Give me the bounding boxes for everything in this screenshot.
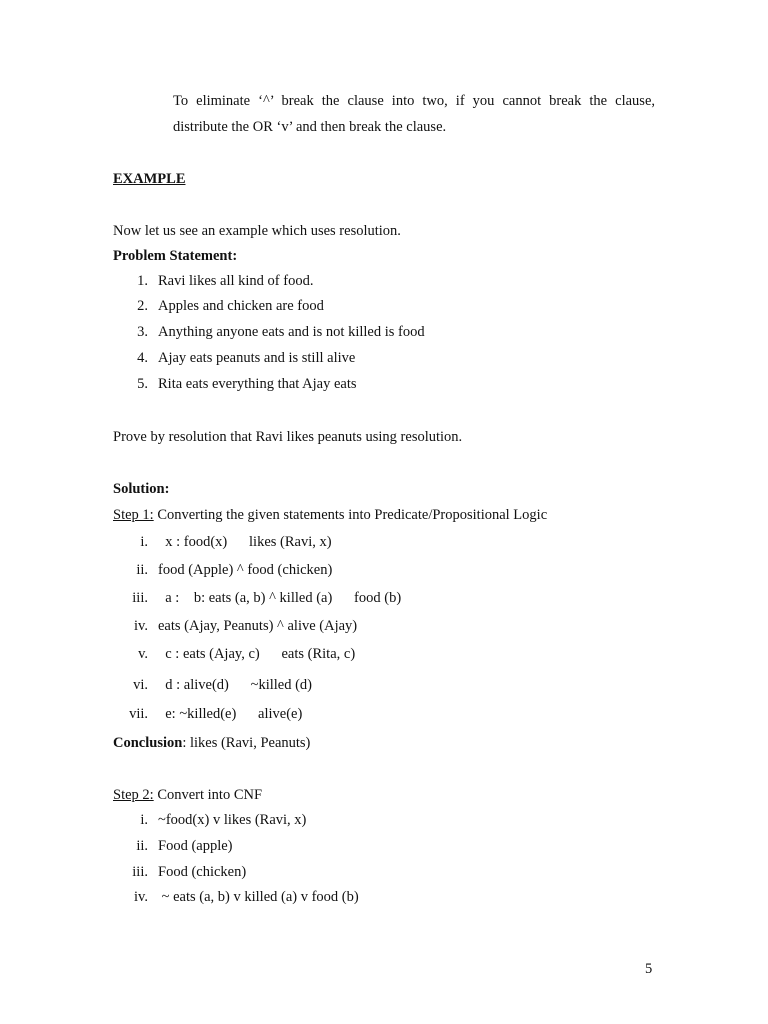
step2-item-text: Food (apple) — [158, 838, 233, 854]
conclusion-text: : likes (Ravi, Peanuts) — [182, 735, 311, 751]
problem-item-number: 1. — [137, 273, 148, 289]
problem-item-text: Anything anyone eats and is not killed is food — [158, 324, 425, 340]
step1-item — [0, 534, 768, 552]
step1-item-number: vii. — [129, 706, 148, 722]
step2-item — [0, 838, 768, 856]
step1-item-text: c : eats (Ajay, c) eats (Rita, c) — [158, 646, 356, 662]
step1-item-text: eats (Ajay, Peanuts) ^ alive (Ajay) — [158, 618, 358, 634]
step1-item-number: ii. — [136, 562, 148, 578]
step2-item-number: ii. — [136, 838, 148, 854]
problem-item — [0, 350, 768, 368]
step1-item-text: e: ~killed(e) alive(e) — [158, 706, 303, 722]
prove-statement: Prove by resolution that Ravi likes peanuts using resolution. — [113, 429, 463, 445]
step2-item — [0, 864, 768, 882]
step1-item-number: iii. — [132, 590, 148, 606]
step2-item-text: Food (chicken) — [158, 864, 247, 880]
step1-item-text: x : food(x) likes (Ravi, x) — [158, 534, 332, 550]
problem-item-text: Ajay eats peanuts and is still alive — [158, 350, 356, 366]
problem-item — [0, 324, 768, 342]
step1-item-number: vi. — [133, 677, 148, 693]
step1-item — [0, 590, 768, 608]
problem-item-text: Ravi likes all kind of food. — [158, 273, 314, 289]
step1-item-text: food (Apple) ^ food (chicken) — [158, 562, 333, 578]
page-number: 5 — [645, 961, 653, 977]
problem-item — [0, 376, 768, 394]
step1-text: Converting the given statements into Predicate/Propositional Logic — [153, 507, 548, 523]
problem-item-number: 5. — [137, 376, 148, 392]
problem-heading: Problem Statement: — [113, 248, 238, 264]
problem-item — [0, 298, 768, 316]
conclusion-line — [113, 734, 310, 752]
problem-item-text: Rita eats everything that Ajay eats — [158, 376, 357, 392]
step2-label: Step 2: — [113, 787, 154, 803]
step1-item-number: iv. — [134, 618, 148, 634]
problem-item — [0, 273, 768, 291]
intro-line-2: distribute the OR ‘v’ and then break the clause. — [173, 119, 447, 135]
step2-item-number: i. — [140, 812, 148, 828]
problem-item-number: 3. — [137, 324, 148, 340]
step1-item-number: i. — [140, 534, 148, 550]
step2-text: Convert into CNF — [153, 787, 263, 803]
step1-item-text: d : alive(d) ~killed (d) — [158, 677, 313, 693]
step1-item-text: a : b: eats (a, b) ^ killed (a) food (b) — [158, 590, 402, 606]
step2-item-number: iv. — [134, 889, 148, 905]
conclusion-label: Conclusion — [113, 735, 183, 751]
problem-item-text: Apples and chicken are food — [158, 298, 324, 314]
step2-item — [0, 889, 768, 907]
step1-item — [0, 677, 768, 695]
step2-item-number: iii. — [132, 864, 148, 880]
problem-item-number: 2. — [137, 298, 148, 314]
example-intro: Now let us see an example which uses resolution. — [113, 223, 401, 239]
step2-item-text: ~ eats (a, b) v killed (a) v food (b) — [158, 889, 359, 905]
step2-item-text: ~food(x) v likes (Ravi, x) — [158, 812, 307, 828]
example-heading: EXAMPLE — [113, 171, 186, 187]
intro-line-1: To eliminate ‘^’ break the clause into two, if you cannot break the clause, — [173, 93, 655, 109]
solution-heading: Solution: — [113, 481, 170, 497]
step1-item-number: v. — [138, 646, 148, 662]
step2-line — [113, 786, 262, 804]
step1-line — [113, 506, 547, 524]
step1-item — [0, 646, 768, 664]
step1-item — [0, 562, 768, 580]
step1-item — [0, 618, 768, 636]
step2-item — [0, 812, 768, 830]
problem-item-number: 4. — [137, 350, 148, 366]
step1-item — [0, 706, 768, 724]
step1-label: Step 1: — [113, 507, 154, 523]
